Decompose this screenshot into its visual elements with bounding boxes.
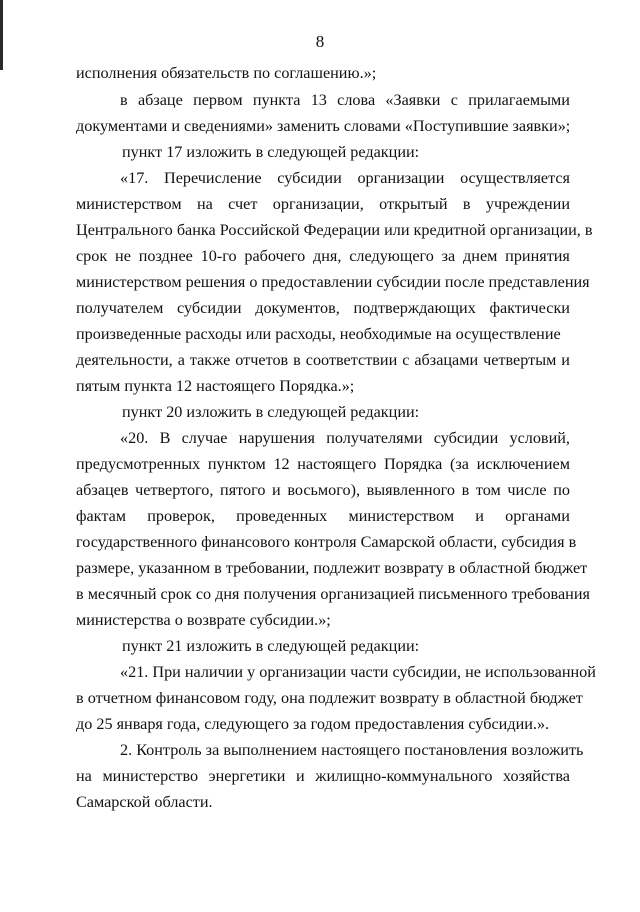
- document-body: [76, 60, 596, 815]
- text-line: 2. Контроль за выполнением настоящего постановления возложить: [120, 741, 584, 759]
- text-line-justified: [76, 243, 570, 269]
- word: восьмого),: [287, 481, 361, 499]
- word: субсидии: [277, 169, 342, 187]
- text-line: Центрального банка Российской Федерации или кредитной организации, в: [76, 221, 593, 239]
- word: и: [475, 507, 484, 525]
- word: и: [272, 481, 281, 499]
- word: Порядка: [383, 455, 443, 473]
- text-line: документами и сведениями» заменить словами «Поступившие заявки»;: [76, 117, 571, 135]
- word: В: [159, 429, 171, 447]
- word: министерство: [102, 767, 199, 785]
- word: в: [462, 195, 471, 213]
- word: слова: [337, 91, 376, 109]
- word: с: [450, 91, 458, 109]
- word: органами: [505, 507, 570, 525]
- word: проверок,: [147, 507, 215, 525]
- word: соответствии: [305, 351, 398, 369]
- word: выявленного: [366, 481, 456, 499]
- word: счет: [228, 195, 258, 213]
- text-line: пункт 21 изложить в следующей редакции:: [122, 637, 420, 655]
- word: пункта: [252, 91, 301, 109]
- word: «17.: [120, 169, 149, 187]
- word: случае: [181, 429, 228, 447]
- word: четвертого,: [135, 481, 214, 499]
- word: 13: [310, 91, 327, 109]
- word: документов,: [255, 299, 340, 317]
- text-line-justified: [76, 763, 570, 789]
- word: организации,: [272, 195, 364, 213]
- word: министерством: [76, 195, 182, 213]
- word: не: [115, 247, 131, 265]
- text-line-justified: [76, 87, 570, 113]
- word: субсидии: [433, 429, 499, 447]
- word: получателями: [326, 429, 423, 447]
- word: по: [553, 481, 570, 499]
- word: следующего: [349, 247, 434, 265]
- word: отчетов: [235, 351, 289, 369]
- word: деятельности,: [76, 351, 173, 369]
- text-line-justified: [76, 165, 570, 191]
- word: первом: [193, 91, 243, 109]
- text-line: государственного финансового контроля Самарской области, субсидия в: [76, 533, 577, 551]
- text-line-justified: [76, 503, 570, 529]
- word: срок: [76, 247, 108, 265]
- text-line: министерства о возврате субсидии.»;: [76, 611, 331, 629]
- word: на: [196, 195, 213, 213]
- word: днем: [463, 247, 498, 265]
- word: пунктом: [207, 455, 266, 473]
- word: также: [189, 351, 231, 369]
- text-line-justified: [76, 295, 570, 321]
- text-line: министерством решения о предоставлении субсидии после представления: [76, 273, 590, 291]
- text-line: «21. При наличии у организации части субсидии, не использованной: [120, 663, 596, 681]
- word: а: [177, 351, 185, 369]
- word: хозяйства: [503, 767, 570, 785]
- word: позднее: [138, 247, 193, 265]
- text-line-justified: [76, 425, 570, 451]
- word: «20.: [120, 429, 149, 447]
- text-line: пункт 20 изложить в следующей редакции:: [122, 403, 420, 421]
- text-line: произведенные расходы или расходы, необходимые на осуществление: [76, 325, 561, 343]
- word: предусмотренных: [76, 455, 201, 473]
- word: нарушения: [238, 429, 315, 447]
- word: рабочего: [244, 247, 306, 265]
- text-line: в отчетном финансовом году, она подлежит возврату в областной бюджет: [76, 689, 583, 707]
- text-line: исполнения обязательств по соглашению.»;: [76, 64, 377, 82]
- word: в: [120, 91, 128, 109]
- word: исключением: [476, 455, 570, 473]
- word: и: [296, 767, 305, 785]
- word: фактически: [489, 299, 570, 317]
- text-line-justified: [76, 191, 570, 217]
- word: фактам: [76, 507, 127, 525]
- word: на: [76, 767, 92, 785]
- word: в: [461, 481, 470, 499]
- text-line: пятым пункта 12 настоящего Порядка.»;: [76, 377, 355, 395]
- word: принятия: [505, 247, 570, 265]
- word: условий,: [509, 429, 570, 447]
- text-line-justified: [76, 451, 570, 477]
- word: настоящего: [297, 455, 377, 473]
- word: 12: [273, 455, 290, 473]
- word: с: [402, 351, 410, 369]
- text-line: размере, указанном в требовании, подлежит возврату в областной бюджет: [76, 559, 588, 577]
- word: Перечисление: [164, 169, 262, 187]
- word: министерством: [348, 507, 455, 525]
- word: числе: [507, 481, 547, 499]
- word: проведенных: [236, 507, 328, 525]
- word: абзацами: [414, 351, 479, 369]
- page-number: 8: [315, 32, 325, 51]
- word: за: [441, 247, 456, 265]
- word: том: [475, 481, 501, 499]
- text-line-justified: [76, 477, 570, 503]
- text-line: пункт 17 изложить в следующей редакции:: [122, 143, 420, 161]
- word: и: [561, 351, 570, 369]
- word: энергетики: [208, 767, 286, 785]
- word: в: [293, 351, 301, 369]
- word: подтверждающих: [353, 299, 476, 317]
- word: открытый: [379, 195, 448, 213]
- word: (за: [449, 455, 469, 473]
- word: абзаце: [137, 91, 183, 109]
- word: 10-го: [200, 247, 237, 265]
- text-line: в месячный срок со дня получения организацией письменного требования: [76, 585, 590, 603]
- word: четвертым: [483, 351, 557, 369]
- word: субсидии: [177, 299, 242, 317]
- word: жилищно-коммунального: [315, 767, 493, 785]
- word: получателем: [76, 299, 164, 317]
- word: пятого: [220, 481, 266, 499]
- word: абзацев: [76, 481, 129, 499]
- text-line-justified: [76, 347, 570, 373]
- text-line: до 25 января года, следующего за годом предоставления субсидии.».: [76, 715, 550, 733]
- text-line: Самарской области.: [76, 793, 213, 811]
- word: организации: [357, 169, 445, 187]
- word: прилагаемыми: [468, 91, 570, 109]
- word: дня,: [313, 247, 342, 265]
- word: осуществляется: [460, 169, 570, 187]
- word: «Заявки: [385, 91, 441, 109]
- word: учреждении: [485, 195, 570, 213]
